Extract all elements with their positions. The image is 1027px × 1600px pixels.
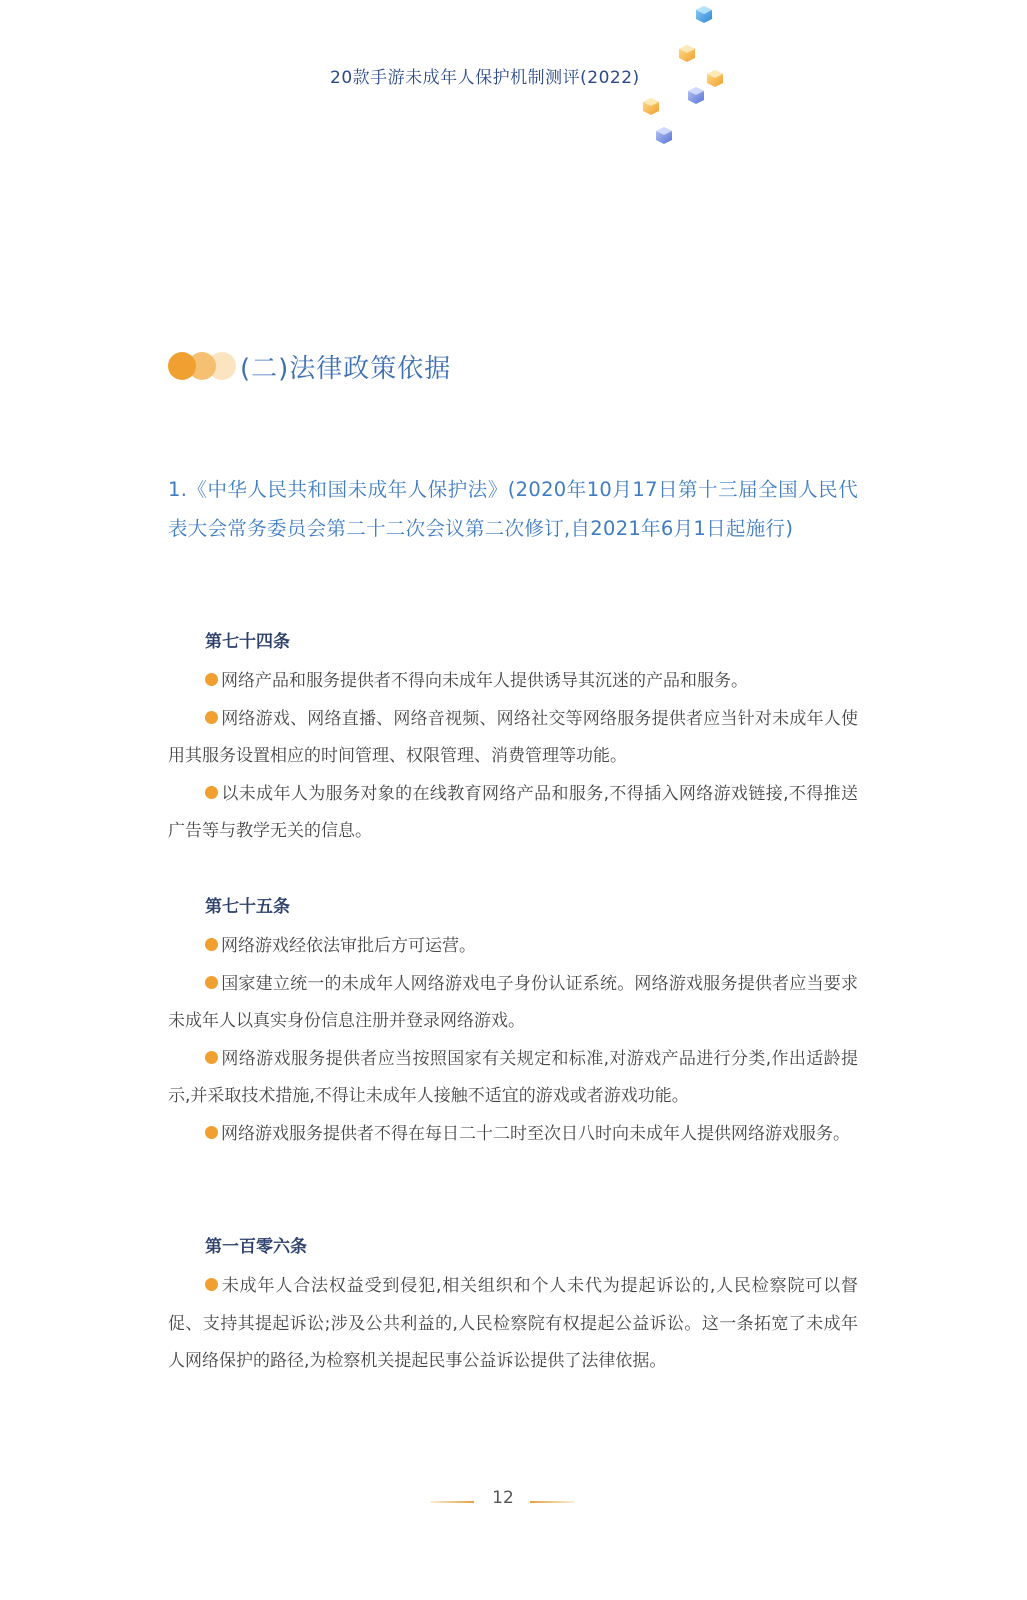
bullet-dot-icon: [205, 938, 218, 951]
clause: [168, 776, 858, 851]
article-106: [168, 1232, 858, 1381]
clause-text: 未成年人合法权益受到侵犯,相关组织和个人未代为提起诉讼的,人民检察院可以督促、支持其提起诉讼;涉及公共利益的,人民检察院有权提起公益诉讼。这一条拓宽了未成年人网络保护的路径,为检察机关提起民事公益诉讼提供了法律依据。: [168, 1276, 858, 1371]
footer-rule-right: [530, 1501, 574, 1503]
clause-text: 以未成年人为服务对象的在线教育网络产品和服务,不得插入网络游戏链接,不得推送广告等与教学无关的信息。: [168, 783, 858, 841]
bullet-dot-icon: [205, 711, 218, 724]
article-74: [168, 627, 858, 851]
clause-text: 网络游戏经依法审批后方可运营。: [221, 936, 476, 956]
clause: [168, 1116, 858, 1154]
dot-cluster-icon: [168, 352, 238, 382]
article-75: [168, 892, 858, 1153]
bullet-dot-icon: [205, 786, 218, 799]
clause-text: 网络游戏服务提供者应当按照国家有关规定和标准,对游戏产品进行分类,作出适龄提示,并采取技术措施,不得让未成年人接触不适宜的游戏或者游戏功能。: [168, 1048, 858, 1106]
clause-text: 网络产品和服务提供者不得向未成年人提供诱导其沉迷的产品和服务。: [221, 671, 748, 691]
article-heading: 第一百零六条: [205, 1237, 307, 1257]
bullet-dot-icon: [205, 1051, 218, 1064]
section-title: (二)法律政策依据: [240, 354, 452, 384]
bullet-dot-icon: [205, 1126, 218, 1139]
page-number: 12: [492, 1488, 514, 1508]
bullet-dot-icon: [205, 673, 218, 686]
clause: [168, 701, 858, 776]
clause: [168, 928, 858, 966]
bullet-dot-icon: [205, 1278, 218, 1291]
clause: [168, 1268, 858, 1381]
bullet-dot-icon: [205, 976, 218, 989]
article-heading: 第七十四条: [205, 632, 290, 652]
cube-cluster-icon: [640, 0, 760, 150]
clause-text: 国家建立统一的未成年人网络游戏电子身份认证系统。网络游戏服务提供者应当要求未成年人以真实身份信息注册并登录网络游戏。: [168, 973, 858, 1031]
clause: [168, 1041, 858, 1116]
clause: [168, 966, 858, 1041]
footer-rule-left: [430, 1501, 474, 1503]
clause-text: 网络游戏服务提供者不得在每日二十二时至次日八时向未成年人提供网络游戏服务。: [221, 1123, 850, 1144]
clause: [168, 663, 858, 701]
law-title: 1.《中华人民共和国未成年人保护法》(2020年10月17日第十三届全国人民代表大会常务委员会第二十二次会议第二次修订,自2021年6月1日起施行): [168, 478, 858, 540]
article-heading: 第七十五条: [205, 897, 290, 917]
page-footer: [0, 1488, 1027, 1518]
section-heading: [168, 348, 451, 385]
clause-text: 网络游戏、网络直播、网络音视频、网络社交等网络服务提供者应当针对未成年人使用其服务设置相应的时间管理、权限管理、消费管理等功能。: [168, 708, 858, 766]
running-header: 20款手游未成年人保护机制测评(2022): [330, 68, 640, 88]
